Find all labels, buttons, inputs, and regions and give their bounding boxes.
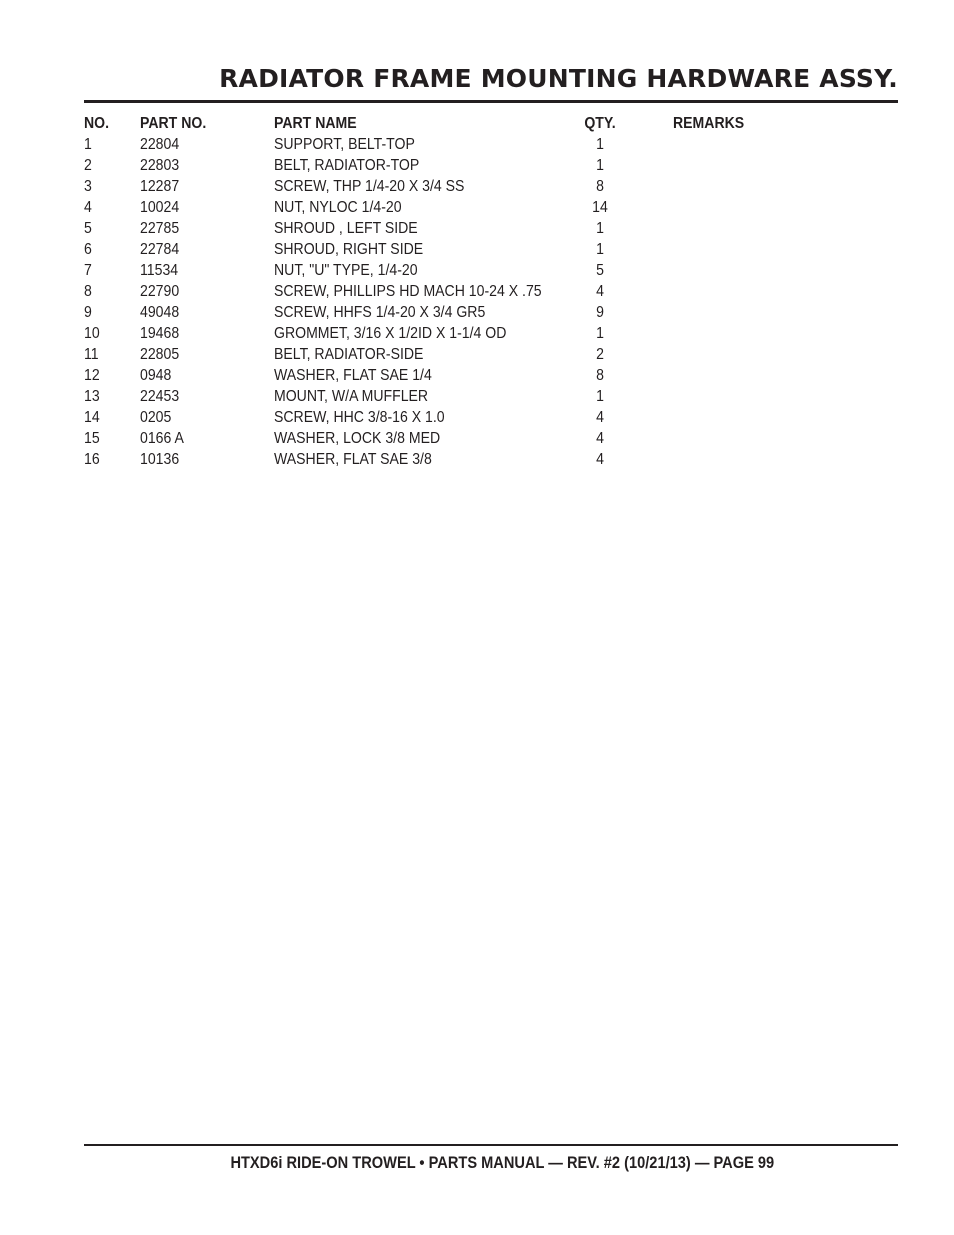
table-row bbox=[84, 218, 898, 239]
quantity: 1 bbox=[596, 220, 604, 237]
quantity: 1 bbox=[596, 241, 604, 258]
part-number: 0948 bbox=[140, 367, 172, 384]
table-row bbox=[84, 407, 898, 428]
part-number: 10136 bbox=[140, 451, 180, 468]
item-number: 14 bbox=[84, 409, 100, 426]
item-number: 1 bbox=[84, 136, 92, 153]
item-number: 3 bbox=[84, 178, 92, 195]
table-row bbox=[84, 260, 898, 281]
table-row bbox=[84, 281, 898, 302]
part-number: 22785 bbox=[140, 220, 180, 237]
item-number: 16 bbox=[84, 451, 100, 468]
item-number: 8 bbox=[84, 283, 92, 300]
item-number: 4 bbox=[84, 199, 92, 216]
parts-table bbox=[84, 113, 898, 470]
quantity: 8 bbox=[596, 367, 604, 384]
table-row bbox=[84, 197, 898, 218]
part-name: SCREW, HHFS 1/4-20 X 3/4 GR5 bbox=[274, 304, 486, 321]
part-number: 0166 A bbox=[140, 430, 184, 447]
table-row bbox=[84, 386, 898, 407]
part-name: BELT, RADIATOR-TOP bbox=[274, 157, 420, 174]
table-row bbox=[84, 155, 898, 176]
item-number: 7 bbox=[84, 262, 92, 279]
quantity: 4 bbox=[596, 283, 604, 300]
table-row bbox=[84, 344, 898, 365]
part-number: 22790 bbox=[140, 283, 180, 300]
part-number: 10024 bbox=[140, 199, 180, 216]
part-name: NUT, NYLOC 1/4-20 bbox=[274, 199, 402, 216]
table-body bbox=[84, 134, 898, 470]
title-divider bbox=[84, 100, 898, 103]
page-footer bbox=[84, 1152, 898, 1174]
table-row bbox=[84, 449, 898, 470]
item-number: 15 bbox=[84, 430, 100, 447]
part-name: WASHER, FLAT SAE 3/8 bbox=[274, 451, 432, 468]
part-number: 12287 bbox=[140, 178, 180, 195]
quantity: 1 bbox=[596, 388, 604, 405]
item-number: 9 bbox=[84, 304, 92, 321]
quantity: 2 bbox=[596, 346, 604, 363]
header-qty: QTY. bbox=[584, 115, 616, 132]
item-number: 12 bbox=[84, 367, 100, 384]
quantity: 9 bbox=[596, 304, 604, 321]
quantity: 8 bbox=[596, 178, 604, 195]
item-number: 10 bbox=[84, 325, 100, 342]
part-number: 22803 bbox=[140, 157, 180, 174]
part-number: 0205 bbox=[140, 409, 172, 426]
table-row bbox=[84, 302, 898, 323]
page-title: RADIATOR FRAME MOUNTING HARDWARE ASSY. bbox=[219, 64, 898, 93]
table-row bbox=[84, 134, 898, 155]
part-number: 22805 bbox=[140, 346, 180, 363]
item-number: 2 bbox=[84, 157, 92, 174]
part-name: SHROUD , LEFT SIDE bbox=[274, 220, 418, 237]
item-number: 6 bbox=[84, 241, 92, 258]
table-row bbox=[84, 323, 898, 344]
part-name: WASHER, FLAT SAE 1/4 bbox=[274, 367, 432, 384]
part-number: 19468 bbox=[140, 325, 180, 342]
quantity: 4 bbox=[596, 430, 604, 447]
part-name: SHROUD, RIGHT SIDE bbox=[274, 241, 424, 258]
part-name: SCREW, PHILLIPS HD MACH 10-24 X .75 bbox=[274, 283, 542, 300]
part-name: GROMMET, 3/16 X 1/2ID X 1-1/4 OD bbox=[274, 325, 507, 342]
item-number: 5 bbox=[84, 220, 92, 237]
part-name: SCREW, HHC 3/8-16 X 1.0 bbox=[274, 409, 445, 426]
part-name: SUPPORT, BELT-TOP bbox=[274, 136, 415, 153]
table-row bbox=[84, 176, 898, 197]
table-row bbox=[84, 428, 898, 449]
quantity: 4 bbox=[596, 409, 604, 426]
part-name: NUT, "U" TYPE, 1/4-20 bbox=[274, 262, 418, 279]
table-row bbox=[84, 365, 898, 386]
part-name: MOUNT, W/A MUFFLER bbox=[274, 388, 429, 405]
part-name: SCREW, THP 1/4-20 X 3/4 SS bbox=[274, 178, 465, 195]
item-number: 13 bbox=[84, 388, 100, 405]
table-row bbox=[84, 239, 898, 260]
part-name: BELT, RADIATOR-SIDE bbox=[274, 346, 424, 363]
quantity: 1 bbox=[596, 157, 604, 174]
header-no: NO. bbox=[84, 115, 110, 132]
footer-text: HTXD6i RIDE-ON TROWEL • PARTS MANUAL — REV. #2 (10/21/13) — PAGE 99 bbox=[230, 1153, 775, 1172]
quantity: 5 bbox=[596, 262, 604, 279]
footer-divider bbox=[84, 1144, 898, 1146]
header-part-no: PART NO. bbox=[140, 115, 207, 132]
table-header-row bbox=[84, 113, 898, 134]
header-part-name: PART NAME bbox=[274, 115, 357, 132]
header-remarks: REMARKS bbox=[673, 115, 745, 132]
part-number: 49048 bbox=[140, 304, 180, 321]
part-number: 22784 bbox=[140, 241, 180, 258]
part-number: 11534 bbox=[140, 262, 179, 279]
quantity: 4 bbox=[596, 451, 604, 468]
quantity: 14 bbox=[592, 199, 608, 216]
part-number: 22804 bbox=[140, 136, 180, 153]
quantity: 1 bbox=[596, 136, 604, 153]
part-name: WASHER, LOCK 3/8 MED bbox=[274, 430, 441, 447]
part-number: 22453 bbox=[140, 388, 180, 405]
quantity: 1 bbox=[596, 325, 604, 342]
item-number: 11 bbox=[84, 346, 99, 363]
